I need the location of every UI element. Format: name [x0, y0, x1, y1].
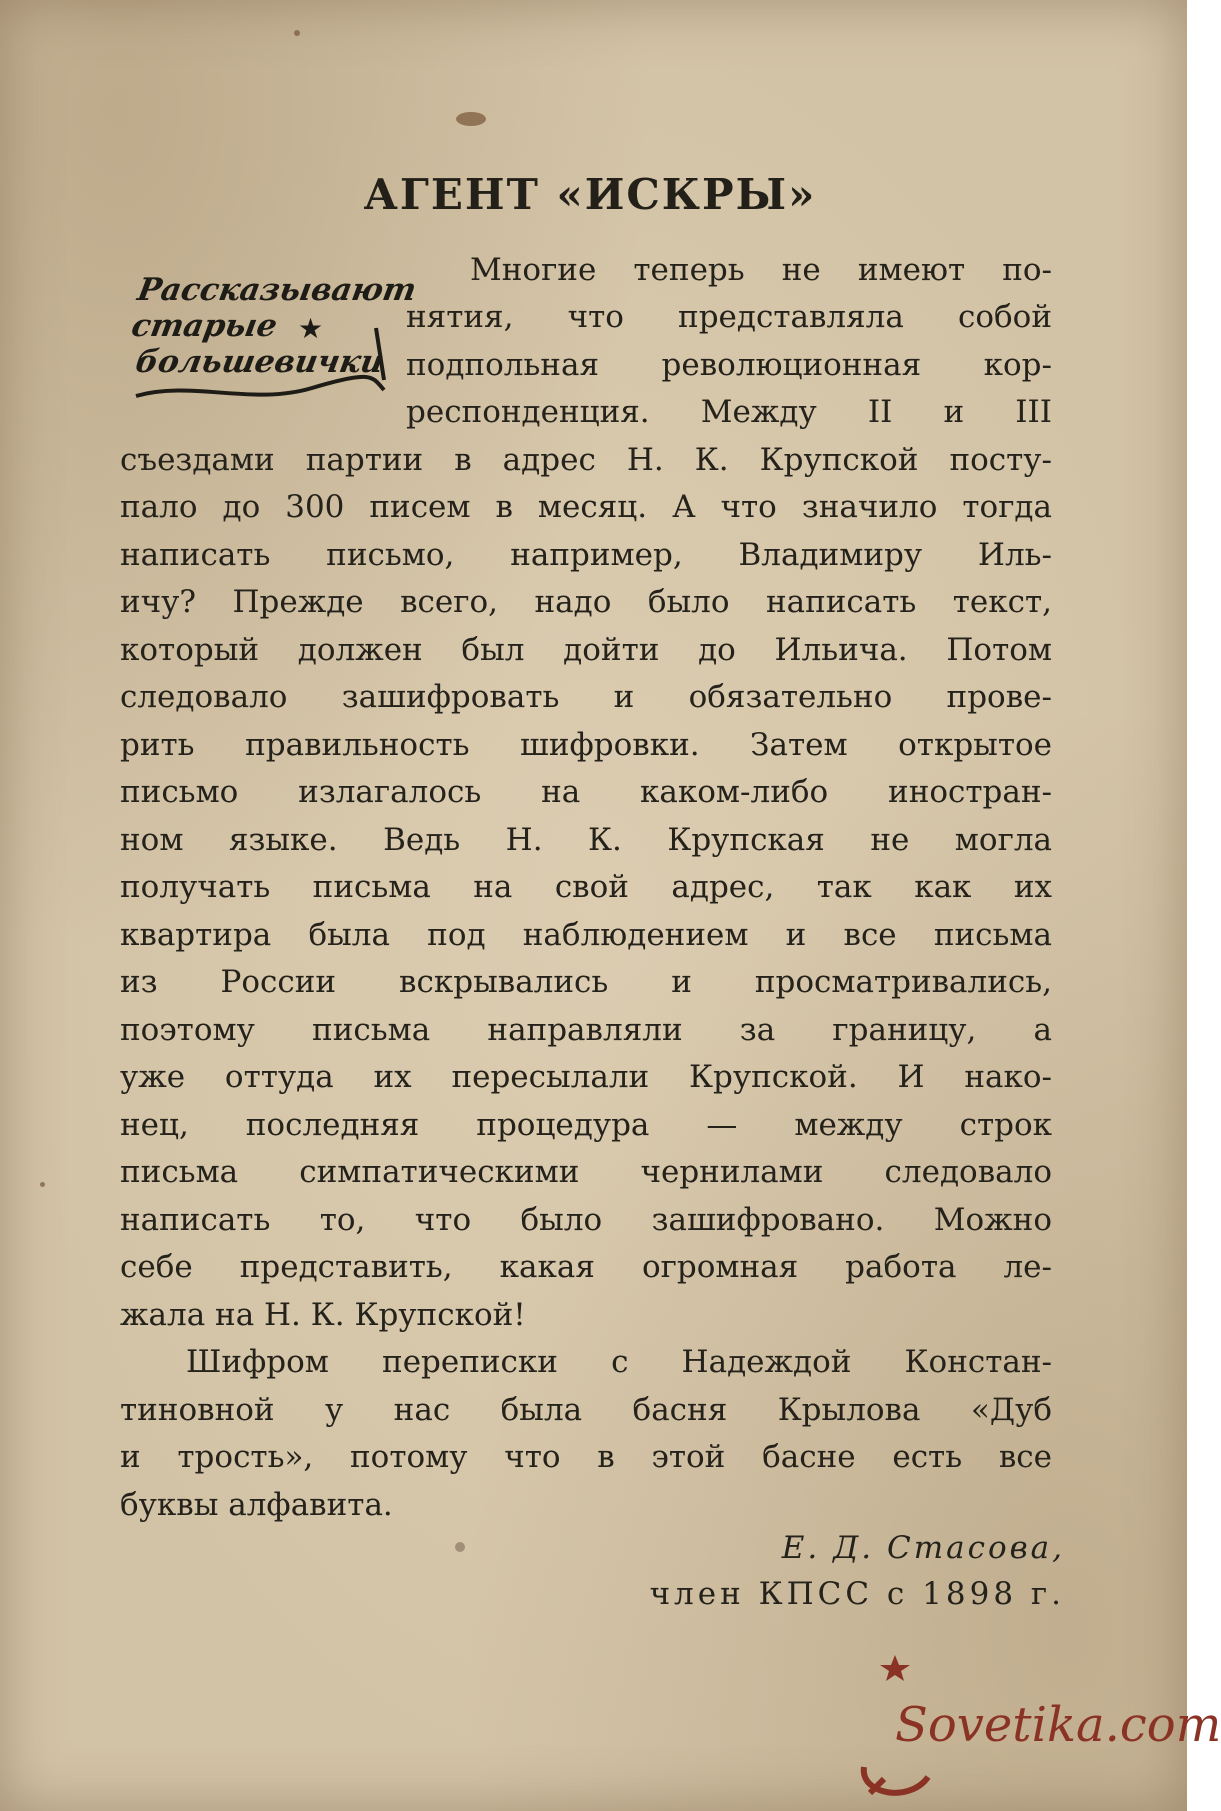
signature-role: член КПСС с 1898 г.: [649, 1576, 1065, 1612]
body-line: съездами партии в адрес Н. К. Крупской посту-: [120, 442, 1052, 478]
body-line: Шифром переписки с Надеждой Констан-: [186, 1344, 1052, 1380]
body-line: рить правильность шифровки. Затем открытое: [120, 727, 1052, 763]
body-line: жала на Н. К. Крупской!: [120, 1297, 526, 1333]
body-line: респонденция. Между II и III: [406, 394, 1052, 430]
sovetika-watermark: [850, 1655, 1221, 1805]
body-line: поэтому письма направляли за границу, а: [120, 1012, 1052, 1048]
body-line: письмо излагалось на каком-либо иностран-: [120, 774, 1052, 810]
stamp-line-3: большевички: [132, 344, 387, 380]
paper-stain: [455, 1542, 465, 1552]
body-line: себе представить, какая огромная работа ле-: [120, 1249, 1052, 1285]
body-line: пало до 300 писем в месяц. А что значило тогда: [120, 489, 1052, 525]
body-line: написать письмо, например, Владимиру Иль-: [120, 537, 1052, 573]
body-line: квартира была под наблюдением и все письма: [120, 917, 1052, 953]
series-stamp: [128, 268, 420, 408]
star-icon: ★: [298, 312, 324, 345]
paper-stain: [294, 30, 300, 36]
body-line: нятия, что представляла собой: [406, 299, 1052, 335]
body-line: написать то, что было зашифровано. Можно: [120, 1202, 1052, 1238]
watermark-text: Sovetika.com: [895, 1697, 1221, 1753]
body-line: Многие теперь не имеют по-: [470, 252, 1052, 288]
paper-stain: [456, 112, 486, 126]
body-line: буквы алфавита.: [120, 1487, 393, 1523]
body-line: который должен был дойти до Ильича. Потом: [120, 632, 1052, 668]
body-line: подпольная революционная кор-: [406, 347, 1052, 383]
paper-stain: [40, 1182, 45, 1187]
document-title: АГЕНТ «ИСКРЫ»: [363, 170, 817, 219]
stamp-line-1: Рассказывают: [134, 272, 420, 308]
body-line: ном языке. Ведь Н. К. Крупская не могла: [120, 822, 1052, 858]
stamp-line-2: старые: [128, 308, 280, 344]
body-line: письма симпатическими чернилами следовало: [120, 1154, 1052, 1190]
body-line: и трость», потому что в этой басне есть все: [120, 1439, 1052, 1475]
body-line: ичу? Прежде всего, надо было написать текст,: [120, 584, 1052, 620]
body-line: уже оттуда их пересылали Крупской. И нако-: [120, 1059, 1052, 1095]
body-line: из России вскрывались и просматривались,: [120, 964, 1052, 1000]
body-line: нец, последняя процедура — между строк: [120, 1107, 1052, 1143]
signature-name: Е. Д. Стасова,: [781, 1530, 1065, 1566]
body-line: тиновной у нас была басня Крылова «Дуб: [120, 1392, 1052, 1428]
body-line: получать письма на свой адрес, так как их: [120, 869, 1052, 905]
body-line: следовало зашифровать и обязательно прове-: [120, 679, 1052, 715]
